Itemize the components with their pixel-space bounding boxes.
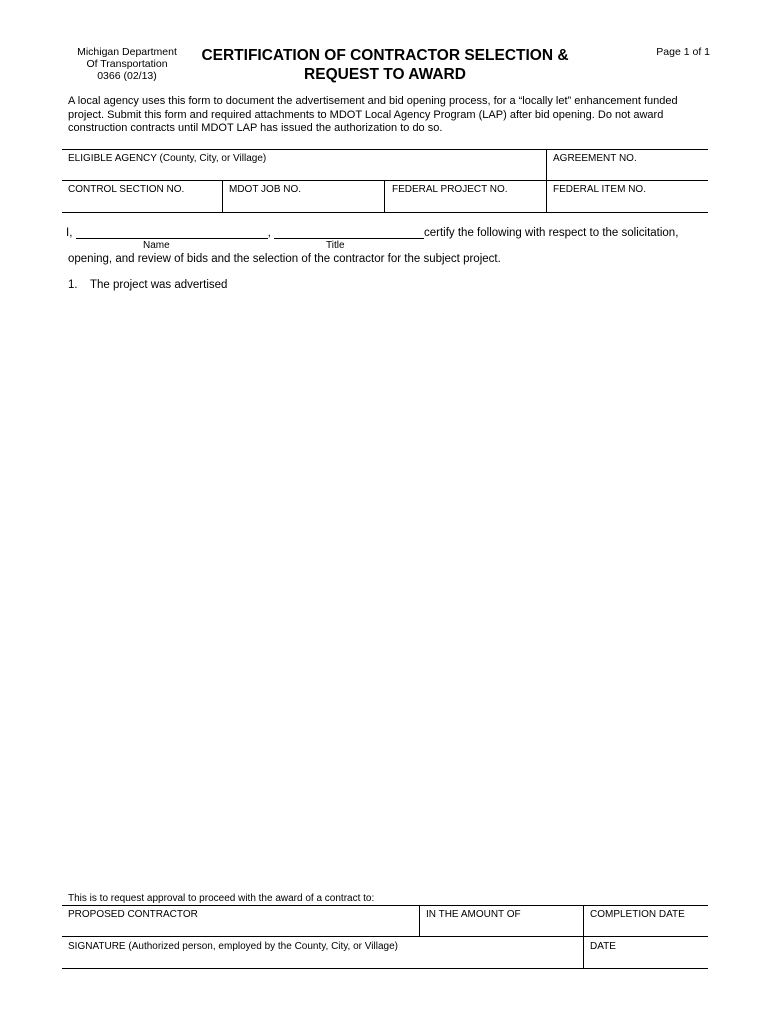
mdot-job-no-field[interactable]: MDOT JOB NO. [229,184,302,195]
award-request-text: This is to request approval to proceed with the award of a contract to: [68,893,375,904]
federal-item-no-field[interactable]: FEDERAL ITEM NO. [553,184,646,195]
agreement-no-field[interactable]: AGREEMENT NO. [553,153,637,164]
control-section-no-field[interactable]: CONTROL SECTION NO. [68,184,185,195]
award-table-row-divider [62,936,708,937]
department-block [62,46,192,82]
table-col-divider-2 [222,180,223,212]
name-input[interactable] [76,227,268,239]
list-item [68,279,227,291]
award-table-top-border [62,905,708,906]
signature-field[interactable]: SIGNATURE (Authorized person, employed by the County, City, or Village) [68,941,398,952]
table-row-divider [62,180,708,181]
form-title [190,46,580,84]
completion-date-field[interactable]: COMPLETION DATE [590,909,685,920]
title-input[interactable] [274,227,424,239]
cert-comma: , [267,227,271,239]
page-number: Page 1 of 1 [656,46,710,58]
date-field[interactable]: DATE [590,941,616,952]
list-item-text: The project was advertised [90,279,228,291]
form-title-line2: REQUEST TO AWARD [304,66,466,83]
department-line1: Michigan Department [77,46,177,58]
form-title-line1: CERTIFICATION OF CONTRACTOR SELECTION & [201,47,569,64]
department-line2: Of Transportation [86,58,168,70]
intro-paragraph: A local agency uses this form to document the advertisement and bid opening process, for a “locally let” enhancement funded project. Submit this form and required attachments to MDOT Local Agency Program (LAP) after bid opening. Do not award construction contracts until MDOT LAP has issued the authorization to do so. [68,95,678,134]
table-col-divider-3 [384,180,385,212]
title-caption: Title [326,240,345,251]
award-col-divider-1 [419,905,420,937]
certification-line [66,227,726,239]
table-col-divider-4 [546,149,547,213]
cert-suffix: certify the following with respect to the solicitation, [424,227,679,239]
form-number: 0366 (02/13) [97,70,157,82]
federal-project-no-field[interactable]: FEDERAL PROJECT NO. [392,184,508,195]
certification-line2: opening, and review of bids and the selection of the contractor for the subject project. [68,253,501,265]
name-caption: Name [143,240,170,251]
eligible-agency-field[interactable]: ELIGIBLE AGENCY (County, City, or Village) [68,153,267,164]
award-col-divider-2 [583,905,584,969]
table-top-border [62,149,708,150]
amount-field[interactable]: IN THE AMOUNT OF [426,909,521,920]
list-item-number: 1. [68,279,78,291]
award-table-bottom-border [62,968,708,969]
proposed-contractor-field[interactable]: PROPOSED CONTRACTOR [68,909,198,920]
cert-prefix: I, [66,227,73,239]
table-bottom-border [62,212,708,213]
